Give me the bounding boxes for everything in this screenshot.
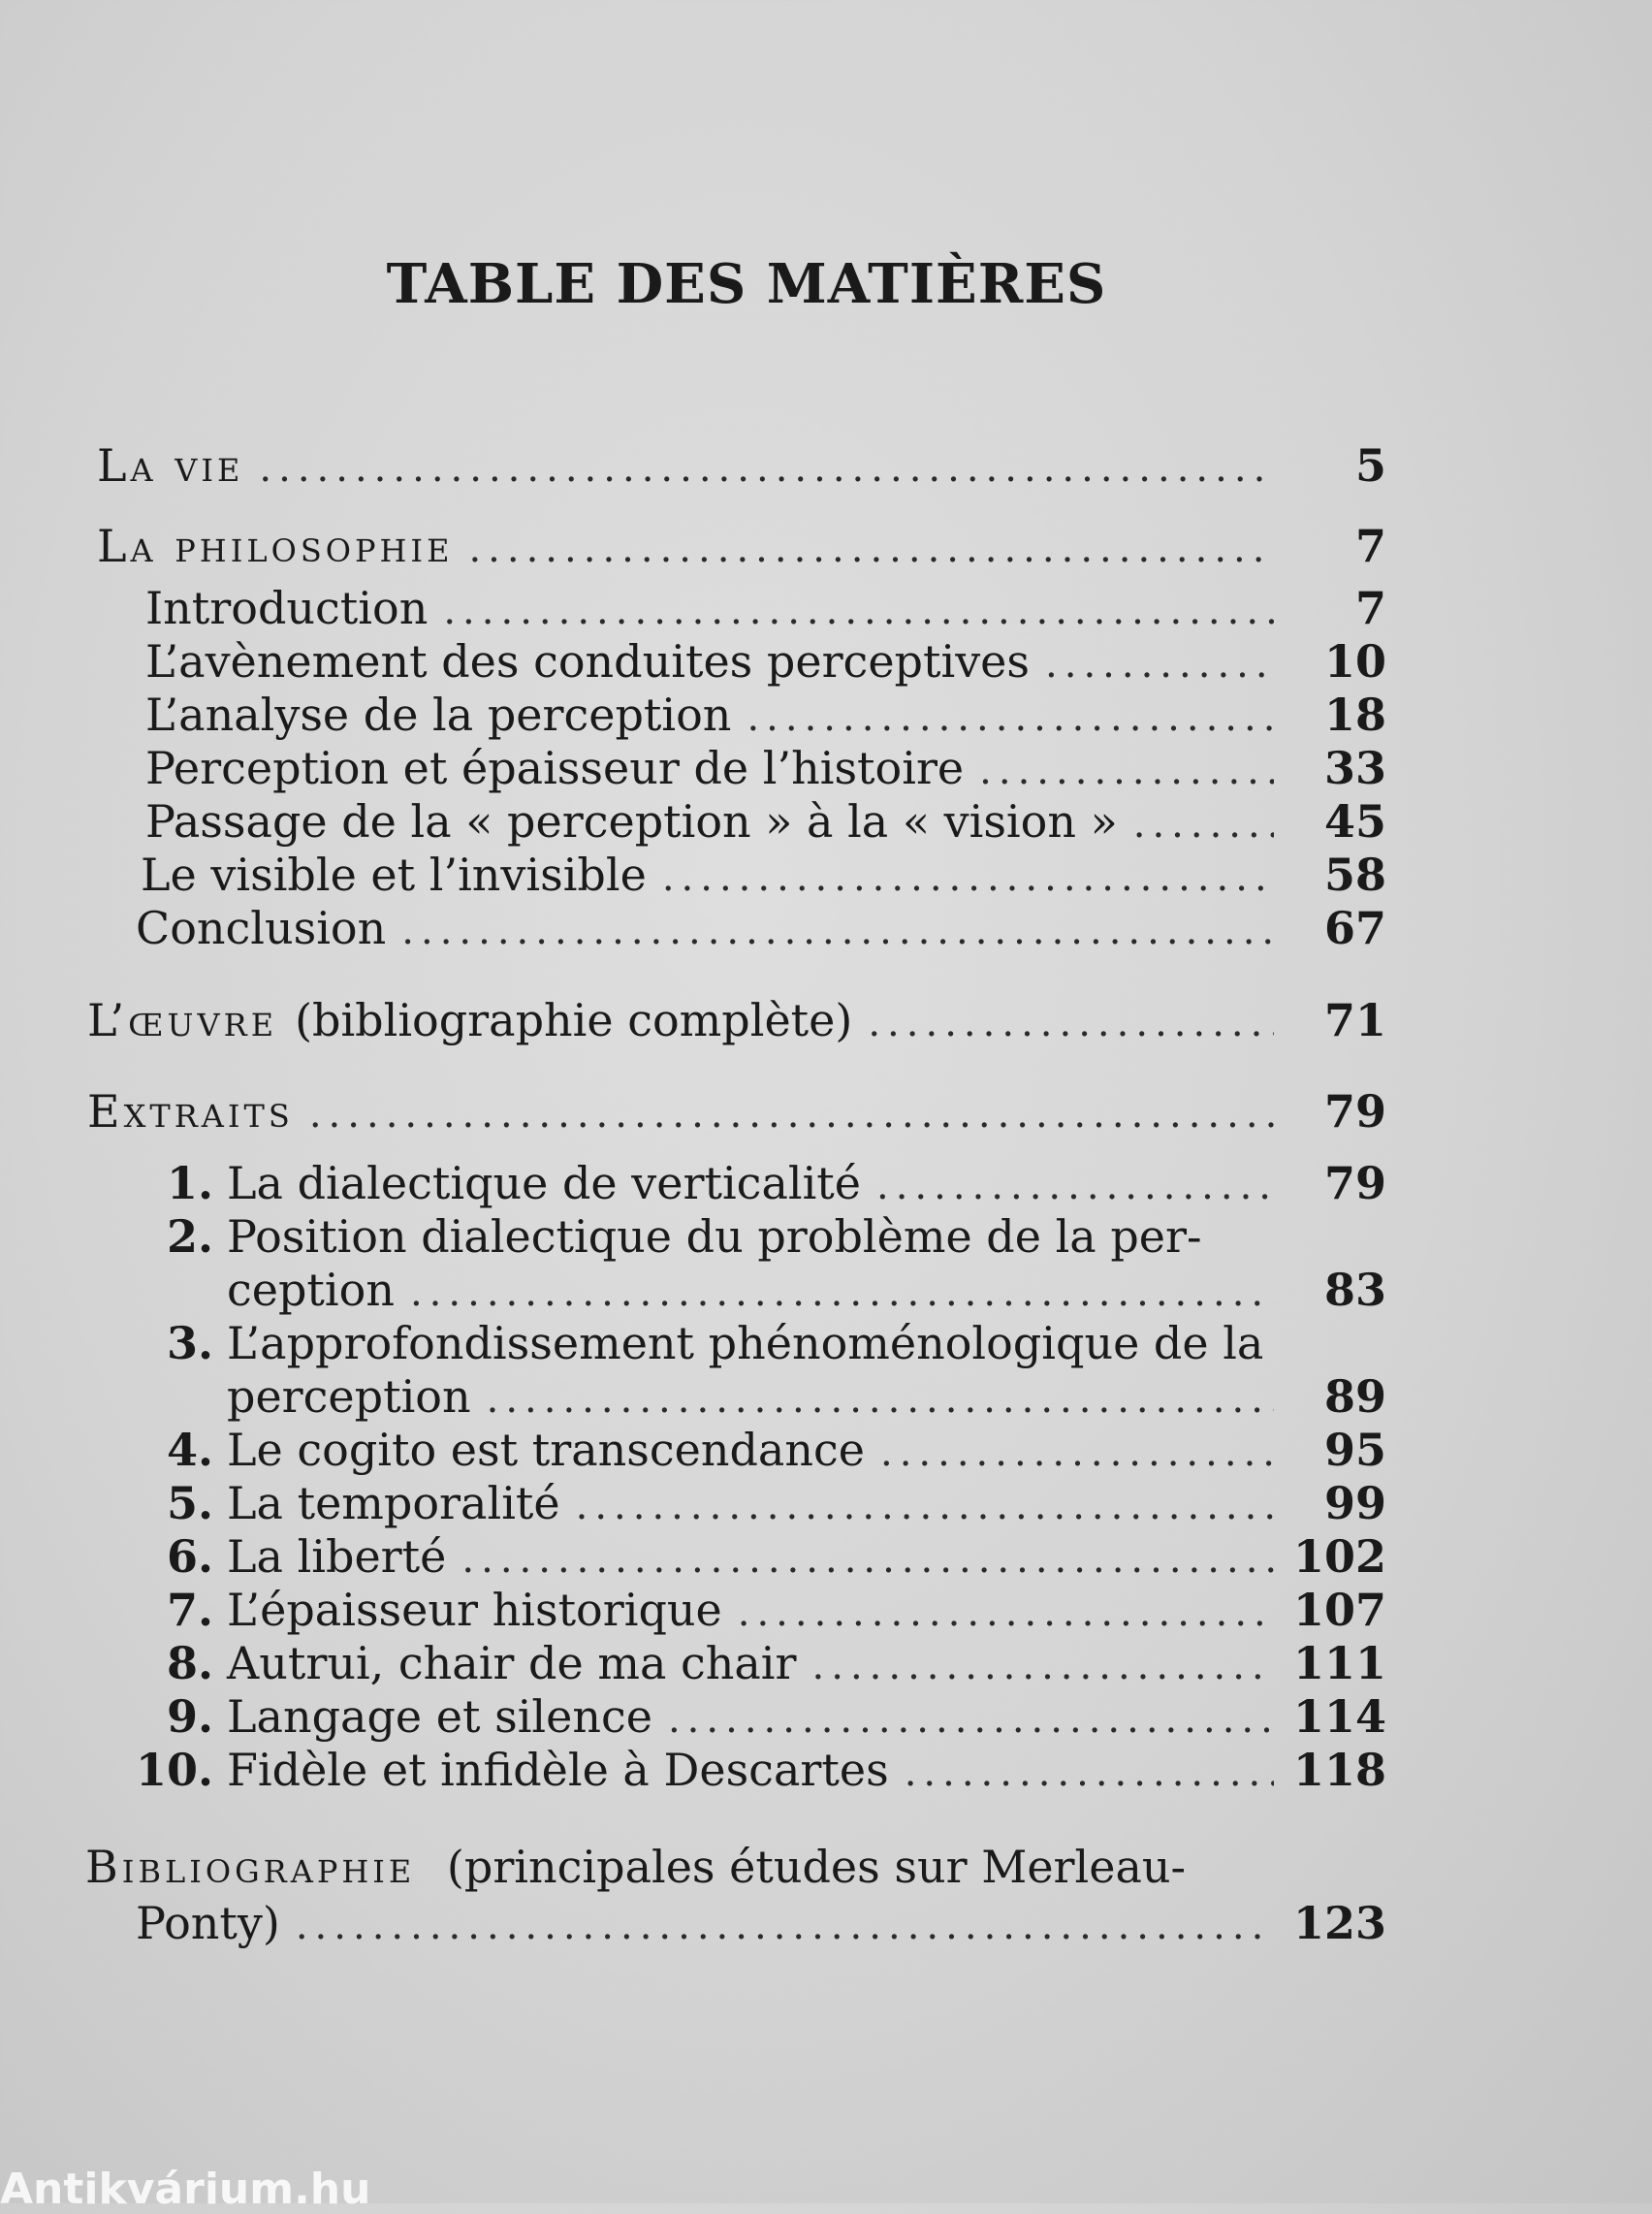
entry-label-cont: perception xyxy=(227,1370,471,1423)
dot-leader xyxy=(576,1479,1274,1533)
toc-entry-bibliographie-line1 xyxy=(85,1840,1186,1894)
dot-leader xyxy=(905,1746,1274,1800)
page-number: 118 xyxy=(1292,1744,1386,1796)
entry-suffix: (principales études sur Merleau- xyxy=(446,1841,1187,1893)
toc-extract xyxy=(227,1369,1386,1427)
entry-label: Fidèle et infidèle à Descartes xyxy=(227,1744,889,1796)
toc-subentry xyxy=(145,688,1386,745)
entry-label: Le visible et l’invisible xyxy=(141,849,647,901)
page-number: 99 xyxy=(1323,1477,1386,1529)
page-number: 95 xyxy=(1323,1424,1386,1476)
page-number: 123 xyxy=(1292,1897,1386,1949)
page-number: 10 xyxy=(1323,635,1386,688)
page-number: 107 xyxy=(1292,1584,1386,1636)
toc-extract-line1 xyxy=(126,1209,1202,1264)
toc-entry-oeuvre xyxy=(87,993,1386,1050)
entry-label: Passage de la « perception » à la « vision » xyxy=(145,795,1118,848)
toc-extract xyxy=(126,1689,1386,1747)
entry-label-cont: Ponty) xyxy=(136,1897,280,1949)
dot-leader xyxy=(401,904,1274,958)
page-number: 111 xyxy=(1292,1637,1386,1689)
extract-number: 5. xyxy=(166,1477,213,1529)
extract-number: 6. xyxy=(166,1530,213,1583)
page-number: 7 xyxy=(1354,582,1386,634)
entry-label-cont: ception xyxy=(227,1264,395,1316)
toc-extract xyxy=(126,1476,1386,1533)
entry-label: Position dialectique du problème de la per- xyxy=(227,1210,1202,1263)
entry-label: Conclusion xyxy=(136,902,387,954)
toc-subentry xyxy=(136,901,1386,958)
entry-label: Extraits xyxy=(87,1085,294,1138)
dot-leader xyxy=(487,1372,1274,1427)
entry-label: L’œuvre xyxy=(87,994,278,1046)
entry-label: L’analyse de la perception xyxy=(145,689,732,741)
extract-number: 7. xyxy=(166,1584,213,1636)
extract-number: 4. xyxy=(166,1424,213,1476)
dot-leader xyxy=(880,1426,1274,1480)
entry-suffix: (bibliographie complète) xyxy=(295,994,853,1046)
page-number: 7 xyxy=(1354,520,1386,572)
entry-label: La philosophie xyxy=(97,520,454,572)
dot-leader xyxy=(979,744,1274,798)
dot-leader xyxy=(259,441,1274,496)
toc-entry-bibliographie xyxy=(136,1896,1386,1953)
entry-label: L’approfondissement phénoménologique de la xyxy=(227,1317,1264,1369)
dot-leader xyxy=(738,1586,1274,1640)
toc-extract xyxy=(126,1423,1386,1480)
page-number: 18 xyxy=(1323,689,1386,741)
watermark: Antikvárium.hu xyxy=(0,2165,371,2214)
toc-extract xyxy=(126,1743,1386,1800)
dot-leader xyxy=(868,996,1274,1050)
dot-leader xyxy=(461,1532,1274,1587)
toc-subentry xyxy=(145,581,1386,638)
dot-leader xyxy=(468,522,1274,576)
toc-extract xyxy=(126,1636,1386,1693)
dot-leader xyxy=(309,1087,1274,1141)
entry-label: La dialectique de verticalité xyxy=(227,1157,861,1209)
toc-subentry xyxy=(145,741,1386,798)
toc-extract xyxy=(126,1529,1386,1587)
dot-leader xyxy=(662,850,1274,905)
extract-number: 2. xyxy=(166,1210,213,1263)
dot-leader xyxy=(747,690,1274,745)
dot-leader xyxy=(812,1639,1274,1693)
entry-label: Bibliographie xyxy=(85,1841,416,1893)
page-number: 58 xyxy=(1323,849,1386,901)
page-number: 83 xyxy=(1323,1264,1386,1316)
entry-label: Langage et silence xyxy=(227,1690,652,1743)
dot-leader xyxy=(296,1899,1274,1953)
extract-number: 3. xyxy=(166,1317,213,1369)
entry-label: Autrui, chair de ma chair xyxy=(227,1637,797,1689)
toc-entry-la-philosophie xyxy=(97,519,1386,576)
page-number: 114 xyxy=(1292,1690,1386,1743)
page-number: 45 xyxy=(1323,795,1386,848)
entry-label: Le cogito est transcendance xyxy=(227,1424,865,1476)
toc-subentry xyxy=(145,634,1386,691)
entry-label: La temporalité xyxy=(227,1477,560,1529)
page-number: 5 xyxy=(1354,439,1386,492)
dot-leader xyxy=(1045,637,1274,691)
page-number: 67 xyxy=(1323,902,1386,954)
page-number: 102 xyxy=(1292,1530,1386,1583)
toc-entry-la-vie xyxy=(97,438,1386,496)
page-title: TABLE DES MATIÈRES xyxy=(386,252,1107,316)
extract-number: 1. xyxy=(166,1157,213,1209)
dot-leader xyxy=(410,1266,1274,1320)
toc-extract xyxy=(126,1156,1386,1213)
page-number: 79 xyxy=(1323,1085,1386,1138)
extract-number: 8. xyxy=(166,1637,213,1689)
toc-subentry xyxy=(141,848,1386,905)
dot-leader xyxy=(668,1692,1274,1747)
page-number: 79 xyxy=(1323,1157,1386,1209)
toc-extract xyxy=(126,1583,1386,1640)
entry-label: L’avènement des conduites perceptives xyxy=(145,635,1031,688)
toc-extract xyxy=(227,1263,1386,1320)
dot-leader xyxy=(1133,797,1274,851)
toc-entry-extraits xyxy=(87,1084,1386,1141)
dot-leader xyxy=(876,1159,1274,1213)
toc-extract-line1 xyxy=(126,1316,1263,1370)
dot-leader xyxy=(443,584,1274,638)
extract-number: 10. xyxy=(135,1744,213,1796)
page-number: 33 xyxy=(1323,742,1386,794)
page-number: 71 xyxy=(1323,994,1386,1046)
entry-label: Perception et épaisseur de l’histoire xyxy=(145,742,965,794)
entry-label: L’épaisseur historique xyxy=(227,1584,722,1636)
extract-number: 9. xyxy=(166,1690,213,1743)
toc-subentry xyxy=(145,794,1386,851)
entry-label: Introduction xyxy=(145,582,429,634)
entry-label: La liberté xyxy=(227,1530,447,1583)
entry-label: La vie xyxy=(97,439,244,492)
page-number: 89 xyxy=(1323,1370,1386,1423)
